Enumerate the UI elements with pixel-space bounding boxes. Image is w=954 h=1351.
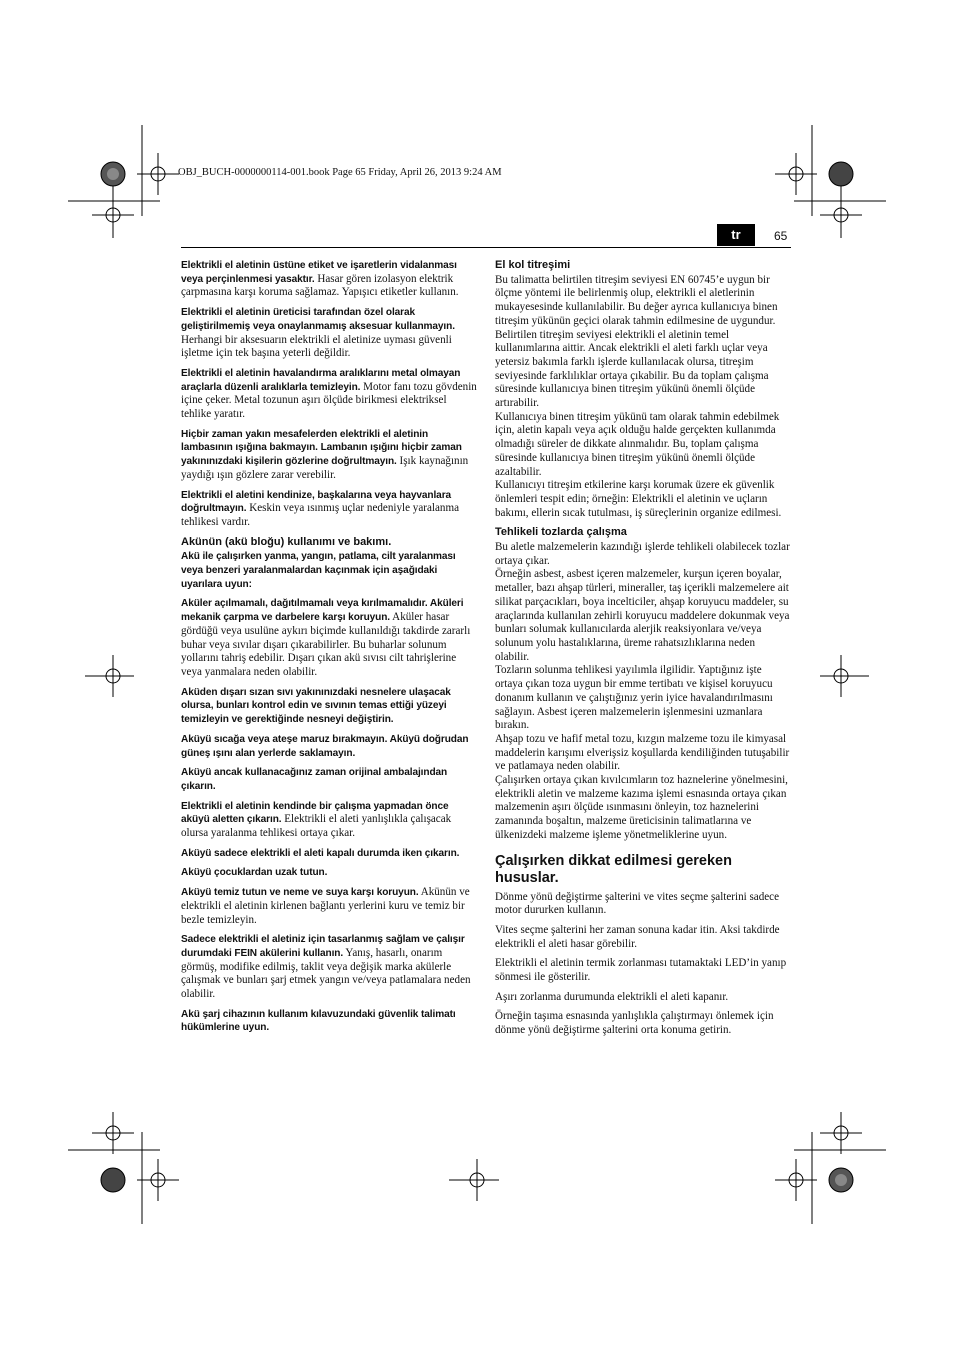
bold-lead: Hiçbir zaman yakın mesafelerden elektrikli el aletinin lambasının ışığına bakmayın. Lambanın ışığını hiçbir zaman yakınınızdaki kişilerin gözlerine doğrultmayın. bbox=[181, 428, 462, 468]
tool-safety-section bbox=[181, 259, 477, 530]
bold-lead: Akü ile çalışırken yanma, yangın, patlama, cilt yaralanması veya benzeri yaralanmalardan kaçınmak için aşağıdaki uyarılara uyun: bbox=[181, 551, 456, 590]
bold-lead: Aküyü sıcağa veya ateşe maruz bırakmayın. Aküyü doğrudan güneş ışını alan yerlerde saklamayın. bbox=[181, 733, 469, 759]
paragraph bbox=[181, 766, 477, 793]
paragraph bbox=[181, 886, 477, 927]
paragraph bbox=[181, 733, 477, 760]
page-number: 65 bbox=[774, 229, 788, 243]
paragraph: Tozların solunma tehlikesi yayılımla ilgilidir. Yaptığınız işte ortaya çıkan toza uygun bir emme tertibatı ve kişisel koruyucu donanım kullanın ve çalıştığınız yerin iyice havalandırılmasını sağlayın. Asbest içeren malzemelerin işlenmesini uzmanlara bırakın. bbox=[495, 664, 773, 732]
work-section bbox=[495, 891, 791, 1038]
paragraph: Çalışırken ortaya çıkan kıvılcımların toz haznelerine yönelmesini, elektrikli aletin ve malzeme kazıma işlemi esnasında ortaya çıkan malzemenin aşırı ölçüde ısınmasını önleyin, toz haznelerini zamanında boşaltın, malzeme üreticisinin talimatlarına ve ülkenizdeki malzeme işleme yönetmeliklerine uyun. bbox=[495, 774, 788, 841]
paragraph bbox=[181, 259, 477, 300]
body-text: Yanış, hasarlı, onarım görmüş, modifike edilmiş, taklit veya değişik marka akülerle çalışmak ve bunları şarj etmek yangın ve/veya patlamalara neden olabilir. bbox=[181, 946, 471, 1001]
header-rule bbox=[181, 247, 791, 248]
body-text: Motor fanı tozu gövdenin içine çeker. Metal tozunun aşırı ölçüde birikmesi elektriksel tehlike yaratır. bbox=[181, 380, 477, 421]
paragraph: Örneğin taşıma esnasında yanlışlıkla çalıştırmayı önlemek için dönme yönü değiştirme şalterini orta konuma getirin. bbox=[495, 1010, 774, 1037]
bold-lead: Aküyü ancak kullanacağınız zaman orijinal ambalajından çıkarın. bbox=[181, 767, 448, 792]
dust-section bbox=[495, 541, 791, 842]
bold-lead: Elektrikli el aletinin kendinde bir çalışma yapmadan önce aküyü aletten çıkarın. bbox=[181, 800, 449, 826]
battery-heading: Akünün (akü bloğu) kullanımı ve bakımı. bbox=[181, 535, 392, 548]
bold-lead: Elektrikli el aletinin üstüne etiket ve işaretlerin vidalanması veya perçinlenmesi yasaktır. bbox=[181, 260, 457, 285]
vibration-heading: El kol titreşimi bbox=[495, 259, 571, 271]
body-text: Hasar gören izolasyon elektrik çarpmasına karşı koruma sağlamaz. Yapışıcı etiketler kullanın. bbox=[181, 272, 459, 299]
left-column bbox=[181, 259, 477, 1041]
paragraph bbox=[181, 847, 477, 861]
paragraph: Dönme yönü değiştirme şalterini ve vites seçme şalterini sadece motor dururken kullanın. bbox=[495, 890, 780, 917]
bold-lead: Elektrikli el aletini kendinize, başkalarına veya hayvanlara doğrultmayın. bbox=[181, 489, 452, 515]
paragraph: Ahşap tozu ve hafif metal tozu, kızgın malzeme tozu ile kimyasal maddelerin karışımı elverişsiz koşullarda kendiliğinden tutuşabilir ve patlamaya neden olabilir. bbox=[495, 732, 790, 773]
vibration-section bbox=[495, 274, 791, 521]
bold-lead: Aküyü temiz tutun ve neme ve suya karşı koruyun. bbox=[181, 887, 419, 899]
bold-lead: Elektrikli el aletinin üreticisi tarafından özel olarak geliştirilmemiş veya onaylanmamış aksesuar kullanmayın. bbox=[181, 307, 455, 332]
paragraph bbox=[181, 489, 477, 530]
body-text: Işık kaynağının yaydığı ışın gözlere zarar verebilir. bbox=[181, 455, 469, 481]
bold-lead: Aküyü çocuklardan uzak tutun. bbox=[181, 867, 328, 879]
paragraph: Örneğin asbest, asbest içeren malzemeler, kurşun içeren boyalar, metaller, bazı ahşap türleri, mineraller, taş içerikli malzemelere ait silikat parçacıkları, boya incelticiler, ahşap koruyucu maddeler, su araçlarında kullanılan zehirli koruyucu maddelere dokunmak veya bunları solumak kullanıcılarda alerjik reaksiyonlara ve/veya solunum yolu hastalıklarına, üreme rahatsızlıklarına neden olabilir. bbox=[495, 568, 790, 663]
bold-lead: Sadece elektrikli el aletiniz için tasarlanmış sağlam ve çalışır durumdaki FEIN akülerini kullanın. bbox=[181, 934, 465, 959]
paragraph: Kullanıcıya binen titreşim yükünü tam olarak tahmin edebilmek için, aletin kapalı veya açık olduğu halde gerçekten kullanımda olmadığı süreler de dikkate alınmalıdır. Bu, toplam çalışma süresinde kullanıcıya binen titreşim yükünü önemli ölçüde azaltabilir. bbox=[495, 410, 780, 478]
bold-lead: Elektrikli el aletinin havalandırma aralıklarını metal olmayan araçlarla düzenli aralıklarla temizleyin. bbox=[181, 367, 461, 393]
paragraph bbox=[181, 686, 477, 727]
paragraph bbox=[181, 866, 477, 880]
paragraph bbox=[181, 550, 477, 591]
body-text: Herhangi bir aksesuarın elektrikli el aletinize uyması güvenli işletme için tek başına yeterli değildir. bbox=[181, 333, 452, 360]
paragraph bbox=[181, 800, 477, 841]
body-text: Keskin veya ısınmış uçlar nedeniyle yaralanma tehlikesi vardır. bbox=[181, 502, 459, 528]
paragraph: Vites seçme şalterini her zaman sonuna kadar itin. Aksi takdirde elektrikli el aleti hasar görebilir. bbox=[495, 923, 780, 950]
work-heading: Çalışırken dikkat edilmesi gereken hususlar. bbox=[495, 852, 732, 886]
paragraph bbox=[181, 428, 477, 483]
paragraph: Elektrikli el aletinin termik zorlanması tutamaktaki LED’in yanıp sönmesi ile gösterilir. bbox=[495, 957, 787, 984]
paragraph: Kullanıcıyı titreşim etkilerine karşı korumak üzere ek güvenlik önlemleri tespit edin; örneğin: Elektrikli el aletinin ve uçların bakımı, ellerin sıcak tutulması, iş süreçlerinin organize edilmesi. bbox=[495, 479, 782, 519]
paragraph bbox=[181, 367, 477, 422]
paragraph bbox=[181, 1008, 477, 1035]
paragraph: Belirtilen titreşim seviyesi elektrikli el aletinin temel kullanımlarına aittir. Ancak elektrikli el aleti farklı uçlar veya yetersiz bakımla farklı işlerde kullanılacak olursa, titreşim seviyesinde farklılıklar ortaya çıkabilir. Bu da toplam çalışma süresinde kullanıcıya binen titreşim yükünü önemli ölçüde artırabilir. bbox=[495, 328, 769, 410]
paragraph bbox=[181, 597, 477, 679]
body-text: Aküler hasar gördüğü veya usulüne aykırı biçimde kullanıldığı takdirde zararlı buhar veya sıvılar dışarı çıkarabilirler. Bu buharlar solunum yollarını tahriş edebilir. Dışarı çıkan akü sıvısı cilt tahrişlerine veya yanmalara neden olabilir. bbox=[181, 611, 471, 678]
body-text: Elektrikli el aleti yanlışlıkla çalışacak olursa yaralanma tehlikesi ortaya çıkar. bbox=[181, 813, 452, 840]
bold-lead: Aküler açılmamalı, dağıtılmamalı veya kırılmamalıdır. Aküleri mekanik çarpma ve darbelere karşı koruyun. bbox=[181, 598, 464, 624]
print-header: OBJ_BUCH-0000000114-001.book Page 65 Friday, April 26, 2013 9:24 AM bbox=[178, 167, 502, 178]
bold-lead: Akü şarj cihazının kullanım kılavuzundaki güvenlik talimatı hükümlerine uyun. bbox=[181, 1008, 456, 1034]
paragraph bbox=[181, 306, 477, 361]
body-text: Akünün ve elektrikli el aletinin kirlenen bağlantı yerlerini kuru ve temiz bir bezle temizleyin. bbox=[181, 886, 470, 926]
paragraph bbox=[181, 933, 477, 1002]
dust-heading: Tehlikeli tozlarda çalışma bbox=[495, 526, 627, 539]
language-tab: tr bbox=[717, 224, 755, 246]
battery-section bbox=[181, 550, 477, 1035]
bold-lead: Aküyü sadece elektrikli el aleti kapalı durumda iken çıkarın. bbox=[181, 847, 460, 859]
paragraph: Bu aletle malzemelerin kazındığı işlerde tehlikeli olabilecek tozlar ortaya çıkar. bbox=[495, 541, 790, 567]
bold-lead: Aküden dışarı sızan sıvı yakınınızdaki nesnelere ulaşacak olursa, bunları kontrol edin ve sıvının temas ettiği yüzeyi temizleyin ve gerektiğinde nesneyi değiştirin. bbox=[181, 686, 451, 726]
right-column bbox=[495, 259, 791, 1044]
paragraph: Bu talimatta belirtilen titreşim seviyesi EN 60745’e uygun bir ölçme yöntemi ile belirlenmiş olup, elektrikli el aletlerinin mukayesesinde kullanılabilir. Bu değer ayrıca kullanıcıya binen titreşim yükünün geçici olarak tahmin edilmesine de uygundur. bbox=[495, 273, 778, 327]
paragraph: Aşırı zorlanma durumunda elektrikli el aleti kapanır. bbox=[495, 990, 729, 1003]
